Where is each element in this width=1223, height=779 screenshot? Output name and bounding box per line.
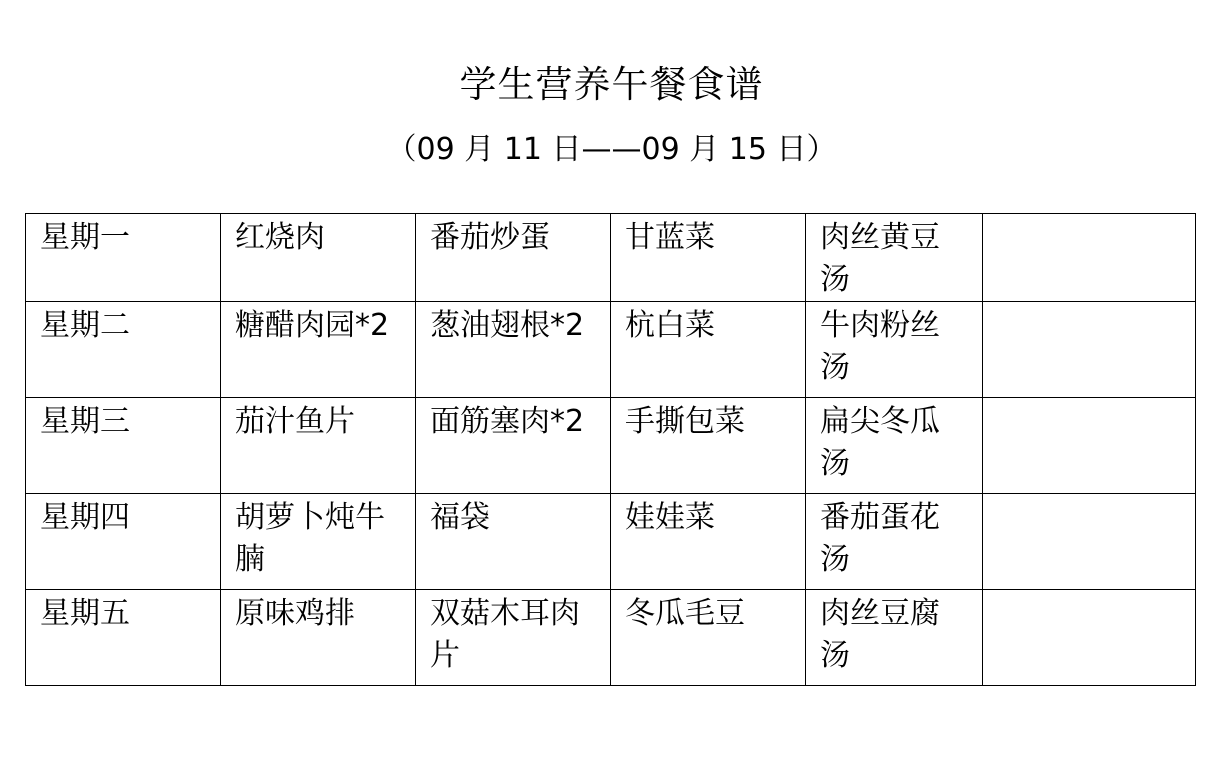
lunch-menu-table (25, 213, 1196, 686)
day-cell: 星期四 (26, 494, 221, 590)
dish-cell: 面筋塞肉*2 (416, 398, 611, 494)
dish-cell: 茄汁鱼片 (221, 398, 416, 494)
day-cell: 星期三 (26, 398, 221, 494)
dish-cell: 糖醋肉园*2 (221, 302, 416, 398)
soup-cell: 扁尖冬瓜汤 (806, 398, 983, 494)
table-row (26, 302, 1196, 398)
empty-cell (983, 494, 1196, 590)
dish-cell: 原味鸡排 (221, 590, 416, 686)
dish-cell: 番茄炒蛋 (416, 214, 611, 302)
soup-cell: 牛肉粉丝汤 (806, 302, 983, 398)
dish-cell: 福袋 (416, 494, 611, 590)
day-cell: 星期二 (26, 302, 221, 398)
table-row (26, 494, 1196, 590)
dish-cell: 双菇木耳肉片 (416, 590, 611, 686)
empty-cell (983, 214, 1196, 302)
date-range: （09 月 11 日——09 月 15 日） (386, 132, 837, 167)
day-cell: 星期五 (26, 590, 221, 686)
day-cell: 星期一 (26, 214, 221, 302)
dish-cell: 甘蓝菜 (611, 214, 806, 302)
page-title: 学生营养午餐食谱 (459, 63, 764, 106)
dish-cell: 胡萝卜炖牛腩 (221, 494, 416, 590)
table-row (26, 590, 1196, 686)
dish-cell: 娃娃菜 (611, 494, 806, 590)
soup-cell: 肉丝豆腐汤 (806, 590, 983, 686)
table-row (26, 214, 1196, 302)
empty-cell (983, 302, 1196, 398)
empty-cell (983, 590, 1196, 686)
dish-cell: 手撕包菜 (611, 398, 806, 494)
dish-cell: 红烧肉 (221, 214, 416, 302)
dish-cell: 冬瓜毛豆 (611, 590, 806, 686)
empty-cell (983, 398, 1196, 494)
soup-cell: 番茄蛋花汤 (806, 494, 983, 590)
dish-cell: 杭白菜 (611, 302, 806, 398)
dish-cell: 葱油翅根*2 (416, 302, 611, 398)
soup-cell: 肉丝黄豆汤 (806, 214, 983, 302)
table-row (26, 398, 1196, 494)
